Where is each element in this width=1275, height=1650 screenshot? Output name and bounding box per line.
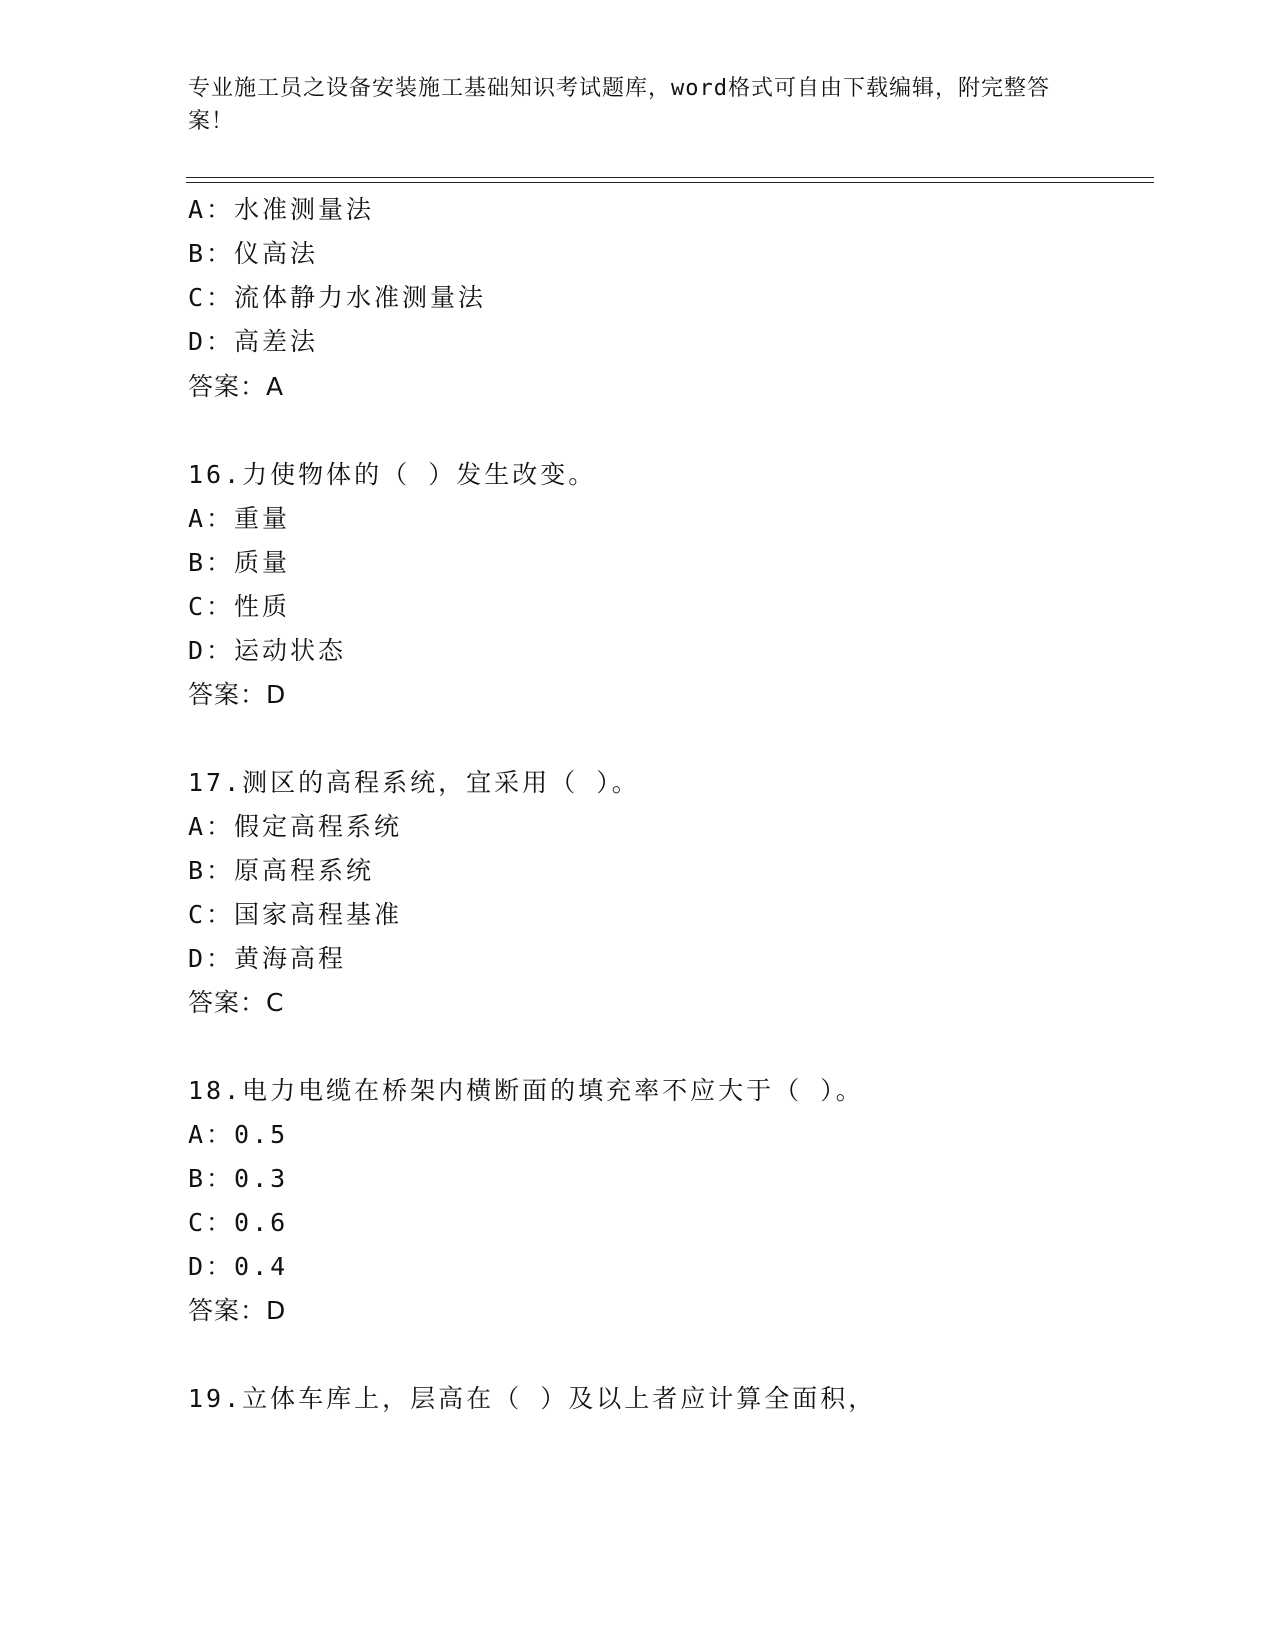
question-16-option-a: A：重量 — [188, 504, 291, 533]
option-a: A：水准测量法 — [188, 195, 375, 224]
question-18-option-a: A：0.5 — [188, 1120, 289, 1149]
question-17-option-a: A：假定高程系统 — [188, 812, 403, 841]
question-17-stem: 17.测区的高程系统，宜采用（ ）。 — [188, 768, 640, 797]
header-divider-top — [186, 177, 1154, 178]
question-16-option-c: C：性质 — [188, 592, 291, 621]
question-16-option-b: B：质量 — [188, 548, 291, 577]
question-17-option-c: C：国家高程基准 — [188, 900, 403, 929]
question-17-answer: 答案：C — [188, 988, 285, 1017]
question-19-stem: 19.立体车库上，层高在（ ）及以上者应计算全面积， — [188, 1384, 877, 1413]
option-b: B：仪高法 — [188, 239, 319, 268]
option-c: C：流体静力水准测量法 — [188, 283, 487, 312]
question-18-answer: 答案：D — [188, 1296, 287, 1325]
question-16-answer: 答案：D — [188, 680, 287, 709]
header-divider-bottom — [186, 182, 1154, 183]
question-18-option-b: B：0.3 — [188, 1164, 289, 1193]
question-16-option-d: D：运动状态 — [188, 636, 347, 665]
answer: 答案：A — [188, 372, 285, 401]
question-17-option-b: B：原高程系统 — [188, 856, 375, 885]
question-18-stem: 18.电力电缆在桥架内横断面的填充率不应大于（ ）。 — [188, 1076, 864, 1105]
question-18-option-d: D：0.4 — [188, 1252, 289, 1281]
question-17-option-d: D：黄海高程 — [188, 944, 347, 973]
option-d: D：高差法 — [188, 327, 319, 356]
question-18-option-c: C：0.6 — [188, 1208, 289, 1237]
question-16-stem: 16.力使物体的（ ）发生改变。 — [188, 460, 597, 489]
document-header: 专业施工员之设备安装施工基础知识考试题库，word格式可自由下载编辑，附完整答案！ — [188, 76, 1050, 134]
